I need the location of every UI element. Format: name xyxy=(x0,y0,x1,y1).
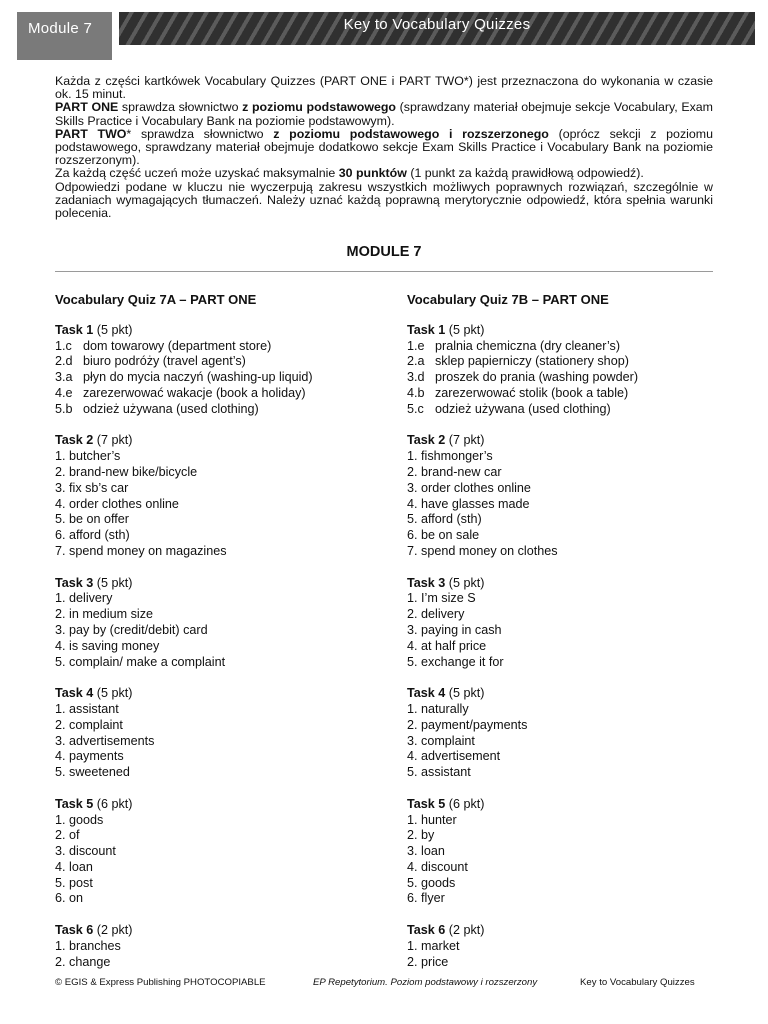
answer-text: assistant xyxy=(69,701,119,716)
answer-text: paying in cash xyxy=(421,622,502,637)
answer-item xyxy=(407,449,747,465)
answer-number: 2. xyxy=(407,828,418,843)
answer-item xyxy=(55,544,395,560)
answer-text: exchange it for xyxy=(421,654,504,669)
answer-text: sklep papierniczy (stationery shop) xyxy=(435,354,629,369)
answer-item xyxy=(407,939,747,955)
answer-item xyxy=(407,702,747,718)
answer-text: loan xyxy=(69,859,93,874)
answer-number: 5. xyxy=(407,765,418,780)
task-heading xyxy=(55,797,395,813)
task-label: Task 5 xyxy=(55,796,94,811)
answer-text: in medium size xyxy=(69,607,154,622)
answer-item xyxy=(407,512,747,528)
task-points: (7 pkt) xyxy=(96,433,133,448)
answer-text: of xyxy=(69,828,80,843)
answer-number: 5. xyxy=(407,875,418,890)
quiz-column-7b xyxy=(407,292,747,986)
task-block xyxy=(407,433,747,559)
task-block xyxy=(407,797,747,908)
answer-text: complaint xyxy=(421,733,475,748)
answer-number: 5. xyxy=(55,875,66,890)
answer-item xyxy=(407,876,747,892)
task-points: (5 pkt) xyxy=(448,575,485,590)
task-heading xyxy=(407,433,747,449)
task-heading xyxy=(55,923,395,939)
points-text-a: Za każdą część uczeń może uzyskać maksymalnie xyxy=(55,166,339,181)
task-heading xyxy=(55,576,395,592)
task-heading xyxy=(407,686,747,702)
answer-item xyxy=(55,339,395,355)
answer-number: 5. xyxy=(55,654,66,669)
answer-item xyxy=(55,939,395,955)
quiz-title: Vocabulary Quiz 7B – PART ONE xyxy=(407,292,609,307)
answer-item xyxy=(407,354,747,370)
answer-text: odzież używana (used clothing) xyxy=(435,401,611,416)
answer-text: delivery xyxy=(69,591,113,606)
answer-number: 1. xyxy=(55,701,66,716)
answer-number: 2. xyxy=(407,954,418,969)
points-text-b: (1 punkt za każdą prawidłową odpowiedź). xyxy=(406,166,644,181)
answer-item xyxy=(407,528,747,544)
answer-number: 2.a xyxy=(407,354,425,369)
footer-book-title: EP Repetytorium. Poziom podstawowy i rozszerzony xyxy=(313,977,538,988)
answer-number: 3. xyxy=(55,844,66,859)
answer-item xyxy=(55,386,395,402)
answer-number: 4. xyxy=(55,859,66,874)
answer-number: 1. xyxy=(55,812,66,827)
answer-number: 3. xyxy=(407,622,418,637)
answer-item xyxy=(55,481,395,497)
task-label: Task 1 xyxy=(55,322,94,337)
task-label: Task 2 xyxy=(55,433,94,448)
task-label: Task 3 xyxy=(407,575,446,590)
answer-text: fishmonger’s xyxy=(421,449,493,464)
task-points: (7 pkt) xyxy=(448,433,485,448)
task-heading xyxy=(55,433,395,449)
answer-item xyxy=(55,876,395,892)
answer-text: loan xyxy=(421,844,445,859)
answer-text: complain/ make a complaint xyxy=(69,654,226,669)
answer-text: advertisements xyxy=(69,733,155,748)
answer-item xyxy=(407,955,747,971)
answer-number: 2. xyxy=(55,607,66,622)
answer-item xyxy=(55,813,395,829)
answer-item xyxy=(407,481,747,497)
answer-number: 3. xyxy=(55,622,66,637)
answer-number: 4. xyxy=(407,496,418,511)
answer-number: 2. xyxy=(407,464,418,479)
quiz-title: Vocabulary Quiz 7A – PART ONE xyxy=(55,292,257,307)
task-points: (5 pkt) xyxy=(448,686,485,701)
answer-text: discount xyxy=(421,859,468,874)
intro-line-duration: Każda z części kartkówek Vocabulary Quizzes (PART ONE i PART TWO*) jest przeznaczona do wykonania w czasie ok. 15 minut. xyxy=(55,74,713,102)
answer-text: is saving money xyxy=(69,638,160,653)
answer-text: odzież używana (used clothing) xyxy=(83,401,259,416)
answer-text: pay by (credit/debit) card xyxy=(69,622,208,637)
answer-text: płyn do mycia naczyń (washing-up liquid) xyxy=(83,370,313,385)
answer-item xyxy=(55,765,395,781)
header-band xyxy=(119,12,755,45)
answer-text: complaint xyxy=(69,717,123,732)
task-block xyxy=(407,686,747,781)
answer-number: 6. xyxy=(55,891,66,906)
answer-number: 7. xyxy=(55,543,66,558)
answer-text: brand-new bike/bicycle xyxy=(69,464,198,479)
answer-text: advertisement xyxy=(421,749,501,764)
answer-number: 1.e xyxy=(407,338,425,353)
task-label: Task 4 xyxy=(55,686,94,701)
answer-number: 4.b xyxy=(407,385,425,400)
answer-item xyxy=(55,465,395,481)
answer-item xyxy=(55,623,395,639)
answer-text: proszek do prania (washing powder) xyxy=(435,370,639,385)
answer-item xyxy=(55,655,395,671)
answer-item xyxy=(407,718,747,734)
task-block xyxy=(55,323,395,418)
task-block xyxy=(407,323,747,418)
answer-number: 1. xyxy=(55,591,66,606)
module-label: Module 7 xyxy=(28,20,93,37)
task-points: (5 pkt) xyxy=(96,322,133,337)
answer-text: order clothes online xyxy=(69,496,179,511)
answer-item xyxy=(407,591,747,607)
answer-number: 5. xyxy=(407,512,418,527)
answer-item xyxy=(55,449,395,465)
answer-number: 2. xyxy=(407,607,418,622)
answer-text: zarezerwować stolik (book a table) xyxy=(435,385,629,400)
task-heading xyxy=(407,923,747,939)
answer-item xyxy=(55,639,395,655)
answer-text: branches xyxy=(69,938,121,953)
answer-item xyxy=(55,528,395,544)
answer-number: 4. xyxy=(55,638,66,653)
points-bold: 30 punktów xyxy=(338,166,407,181)
task-label: Task 3 xyxy=(55,575,94,590)
answer-number: 2. xyxy=(407,717,418,732)
answer-text: change xyxy=(69,954,111,969)
answer-item xyxy=(55,402,395,418)
answer-item xyxy=(55,512,395,528)
answer-item xyxy=(407,765,747,781)
answer-number: 4. xyxy=(55,749,66,764)
answer-item xyxy=(407,844,747,860)
answer-text: price xyxy=(421,954,449,969)
answer-number: 1. xyxy=(55,938,66,953)
answer-text: pralnia chemiczna (dry cleaner’s) xyxy=(435,338,621,353)
part-one-text-a: sprawdza słownictwo xyxy=(118,100,243,115)
task-block xyxy=(407,923,747,970)
answer-number: 3. xyxy=(407,733,418,748)
answer-number: 3.d xyxy=(407,370,425,385)
answer-text: post xyxy=(69,875,93,890)
answer-item xyxy=(55,497,395,513)
answer-item xyxy=(407,465,747,481)
answer-text: sweetened xyxy=(69,765,130,780)
answer-text: spend money on magazines xyxy=(69,543,227,558)
answer-text: goods xyxy=(421,875,456,890)
answer-item xyxy=(407,639,747,655)
answer-text: flyer xyxy=(421,891,445,906)
answer-text: be on offer xyxy=(69,512,130,527)
answer-item xyxy=(55,702,395,718)
answer-item xyxy=(55,891,395,907)
answer-text: biuro podróży (travel agent’s) xyxy=(83,354,246,369)
intro-answers-note: Odpowiedzi podane w kluczu nie wyczerpują zakresu wszystkich możliwych poprawnych rozwiązań, szczególnie w zadaniach wymagających tłumaczeń. Należy uznać każdą poprawną merytorycznie odpowiedź, która spełnia warunki polecenia. xyxy=(55,179,713,221)
answer-number: 5. xyxy=(55,765,66,780)
answer-text: spend money on clothes xyxy=(421,543,558,558)
answer-item xyxy=(55,718,395,734)
answer-item xyxy=(407,749,747,765)
answer-text: brand-new car xyxy=(421,464,502,479)
task-points: (6 pkt) xyxy=(96,796,133,811)
answer-number: 7. xyxy=(407,543,418,558)
answer-text: hunter xyxy=(421,812,457,827)
answer-text: order clothes online xyxy=(421,480,531,495)
answer-text: assistant xyxy=(421,765,471,780)
answer-text: payment/payments xyxy=(421,717,528,732)
answer-item xyxy=(407,734,747,750)
answer-number: 2. xyxy=(55,954,66,969)
answer-item xyxy=(407,402,747,418)
task-block xyxy=(55,797,395,908)
answer-item xyxy=(55,828,395,844)
answer-number: 3. xyxy=(407,480,418,495)
answer-number: 1. xyxy=(407,938,418,953)
answer-text: payments xyxy=(69,749,124,764)
answer-number: 2. xyxy=(55,717,66,732)
answer-number: 6. xyxy=(407,891,418,906)
answer-number: 2. xyxy=(55,464,66,479)
task-label: Task 6 xyxy=(55,923,94,938)
task-heading xyxy=(55,686,395,702)
quiz-column-7a xyxy=(55,292,395,986)
answer-number: 1. xyxy=(407,701,418,716)
task-block xyxy=(55,433,395,559)
answer-item xyxy=(55,354,395,370)
answer-number: 1. xyxy=(407,812,418,827)
answer-text: have glasses made xyxy=(421,496,530,511)
answer-text: fix sb’s car xyxy=(69,480,129,495)
answer-item xyxy=(407,607,747,623)
answer-text: market xyxy=(421,938,460,953)
answer-item xyxy=(55,749,395,765)
answer-number: 4. xyxy=(407,749,418,764)
footer-section: Key to Vocabulary Quizzes xyxy=(580,977,695,988)
answer-item xyxy=(407,828,747,844)
task-heading xyxy=(407,323,747,339)
part-two-text-a: * sprawdza słownictwo xyxy=(126,126,274,141)
answer-item xyxy=(407,860,747,876)
answer-number: 1. xyxy=(407,449,418,464)
answer-number: 4. xyxy=(407,638,418,653)
intro-part-two xyxy=(55,128,713,168)
task-points: (6 pkt) xyxy=(448,796,485,811)
task-label: Task 1 xyxy=(407,322,446,337)
answer-text: on xyxy=(69,891,84,906)
answer-item xyxy=(407,623,747,639)
part-two-text-b: (oprócz sekcji z poziomu podstawowego, sprawdzany materiał obejmuje dodatkowo sekcje Exam Skills Practice i Vocabulary Bank na poziomie rozszerzonym). xyxy=(55,126,713,168)
answer-number: 1. xyxy=(407,591,418,606)
part-one-text-b: (sprawdzany materiał obejmuje sekcje Vocabulary, Exam Skills Practice i Vocabulary Bank na poziomie podstawowym). xyxy=(55,100,713,128)
answer-number: 5. xyxy=(55,512,66,527)
module-label-box xyxy=(17,12,112,60)
answer-number: 6. xyxy=(407,528,418,543)
answer-text: goods xyxy=(69,812,104,827)
task-points: (5 pkt) xyxy=(96,686,133,701)
divider xyxy=(55,271,713,272)
answer-item xyxy=(407,813,747,829)
answer-item xyxy=(407,497,747,513)
answer-text: be on sale xyxy=(421,528,480,543)
answer-text: by xyxy=(421,828,435,843)
task-points: (2 pkt) xyxy=(448,923,485,938)
answer-item xyxy=(55,607,395,623)
task-block xyxy=(55,923,395,970)
footer-copyright: © EGIS & Express Publishing PHOTOCOPIABLE xyxy=(55,977,266,988)
task-points: (5 pkt) xyxy=(96,575,133,590)
part-one-bold: z poziomu podstawowego xyxy=(242,100,396,115)
answer-number: 3. xyxy=(55,733,66,748)
answer-number: 5. xyxy=(407,654,418,669)
intro-points xyxy=(55,167,713,180)
answer-text: naturally xyxy=(421,701,469,716)
task-points: (2 pkt) xyxy=(96,923,133,938)
answer-text: butcher’s xyxy=(69,449,121,464)
part-two-label: PART TWO xyxy=(55,126,127,141)
answer-number: 3.a xyxy=(55,370,73,385)
answer-number: 3. xyxy=(407,844,418,859)
answer-text: delivery xyxy=(421,607,465,622)
answer-number: 4. xyxy=(55,496,66,511)
task-label: Task 2 xyxy=(407,433,446,448)
answer-text: afford (sth) xyxy=(421,512,482,527)
intro-part-one xyxy=(55,101,713,127)
task-points: (5 pkt) xyxy=(448,322,485,337)
answer-text: afford (sth) xyxy=(69,528,130,543)
answer-item xyxy=(407,891,747,907)
answer-item xyxy=(407,386,747,402)
answer-number: 5.b xyxy=(55,401,73,416)
answer-item xyxy=(407,544,747,560)
answer-item xyxy=(407,339,747,355)
answer-item xyxy=(407,655,747,671)
answer-text: discount xyxy=(69,844,116,859)
answer-item xyxy=(407,370,747,386)
answer-text: at half price xyxy=(421,638,487,653)
answer-text: dom towarowy (department store) xyxy=(83,338,272,353)
answer-item xyxy=(55,370,395,386)
answer-item xyxy=(55,591,395,607)
answer-item xyxy=(55,734,395,750)
answer-text: I’m size S xyxy=(421,591,476,606)
module-heading: MODULE 7 xyxy=(346,244,422,260)
answer-number: 1.c xyxy=(55,338,72,353)
task-heading xyxy=(407,576,747,592)
intro-text xyxy=(55,75,713,220)
task-heading xyxy=(407,797,747,813)
answer-number: 4.e xyxy=(55,385,73,400)
part-one-label: PART ONE xyxy=(55,100,119,115)
answer-number: 3. xyxy=(55,480,66,495)
task-heading xyxy=(55,323,395,339)
task-block xyxy=(407,576,747,671)
answer-item xyxy=(55,955,395,971)
answer-number: 6. xyxy=(55,528,66,543)
answer-item xyxy=(55,844,395,860)
answer-item xyxy=(55,860,395,876)
task-label: Task 5 xyxy=(407,796,446,811)
task-label: Task 4 xyxy=(407,686,446,701)
answer-text: zarezerwować wakacje (book a holiday) xyxy=(83,385,306,400)
answer-number: 5.c xyxy=(407,401,424,416)
task-block xyxy=(55,686,395,781)
answer-number: 2.d xyxy=(55,354,73,369)
part-two-bold: z poziomu podstawowego i rozszerzonego xyxy=(273,126,549,141)
task-block xyxy=(55,576,395,671)
answer-number: 4. xyxy=(407,859,418,874)
task-label: Task 6 xyxy=(407,923,446,938)
page-title: Key to Vocabulary Quizzes xyxy=(343,16,531,33)
answer-number: 2. xyxy=(55,828,66,843)
answer-number: 1. xyxy=(55,449,66,464)
